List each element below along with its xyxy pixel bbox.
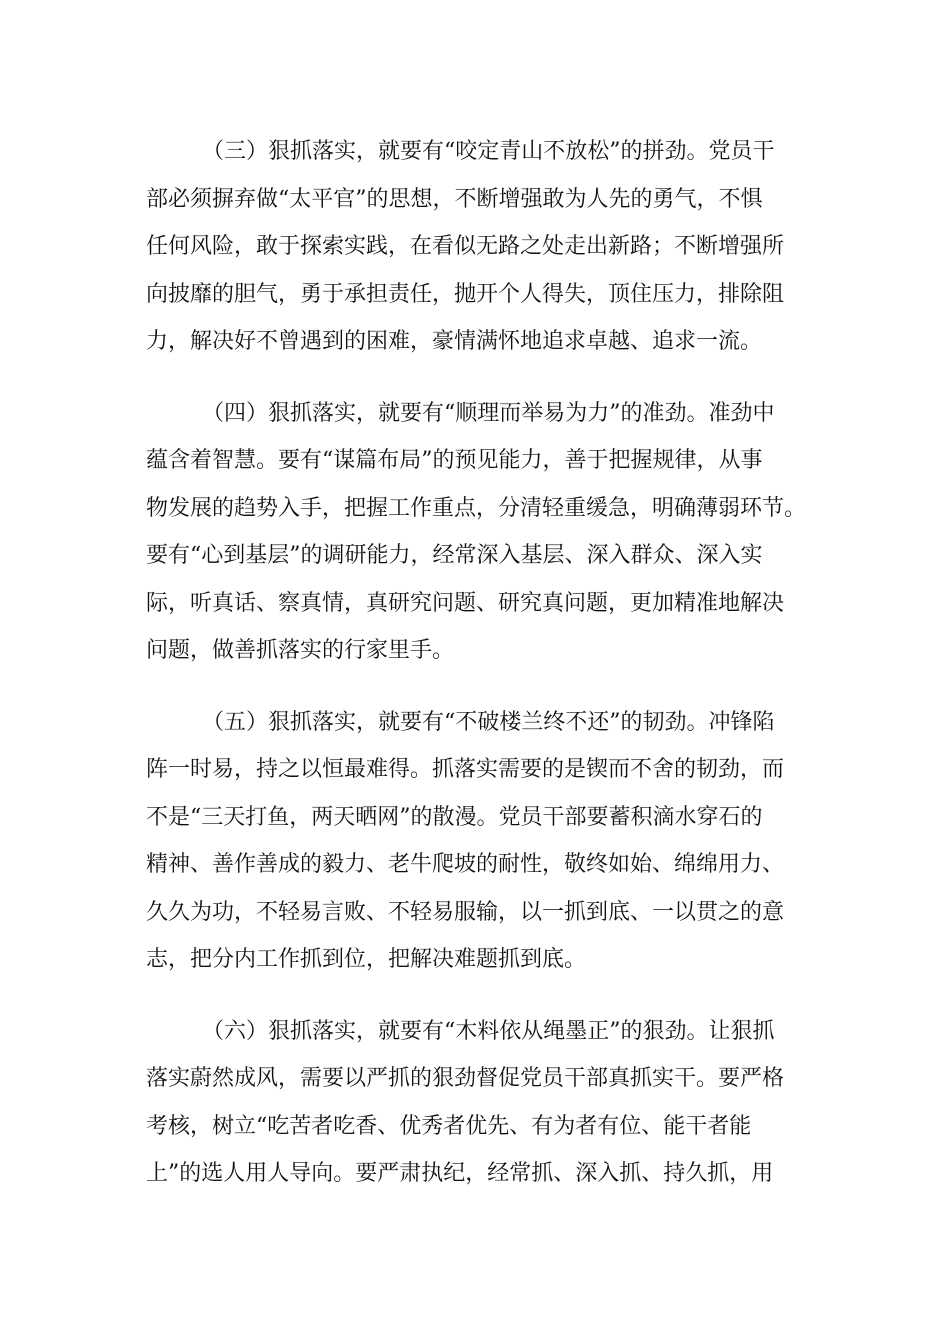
paragraph-line: 际，听真话、察真情，真研究问题、研究真问题，更加精准地解决 xyxy=(146,590,785,616)
paragraph-line: 阵一时易，持之以恒最难得。抓落实需要的是锲而不舍的韧劲，而 xyxy=(146,757,785,782)
paragraph-line: 蕴含着智慧。要有“谋篇布局”的预见能力，善于把握规律，从事 xyxy=(146,448,763,473)
paragraph-line: （四）狠抓落实，就要有“顺理而举易为力”的准劲。准劲中 xyxy=(202,400,775,426)
document-body xyxy=(146,128,814,1198)
paragraph-line: 问题，做善抓落实的行家里手。 xyxy=(146,638,455,663)
paragraph-line: 上”的选人用人导向。要严肃执纪，经常抓、深入抓、持久抓，用 xyxy=(146,1161,774,1186)
paragraph-spacer xyxy=(146,366,814,390)
paragraph-line: 志，把分内工作抓到位，把解决难题抓到底。 xyxy=(146,947,587,972)
paragraph-3 xyxy=(146,128,814,366)
paragraph-line: 任何风险，敢于探索实践，在看似无路之处走出新路；不断增强所 xyxy=(146,234,785,259)
paragraph-line: （三）狠抓落实，就要有“咬定青山不放松”的拼劲。党员干 xyxy=(202,139,775,164)
paragraph-4 xyxy=(146,390,814,675)
paragraph-line: 考核，树立“吃苦者吃香、优秀者优先、有为者有位、能干者能 xyxy=(146,1113,752,1139)
paragraph-line: 落实蔚然成风，需要以严抓的狠劲督促党员干部真抓实干。要严格 xyxy=(146,1066,785,1091)
paragraph-6 xyxy=(146,1008,814,1198)
paragraph-line: 部必须摒弃做“太平官”的思想，不断增强敢为人先的勇气，不惧 xyxy=(146,186,763,212)
paragraph-line: 精神、善作善成的毅力、老牛爬坡的耐性，敬终如始、绵绵用力、 xyxy=(146,852,785,877)
paragraph-line: 久久为功，不轻易言败、不轻易服输，以一抓到底、一以贯之的意 xyxy=(146,899,785,925)
paragraph-line: 力，解决好不曾遇到的困难，豪情满怀地追求卓越、追求一流。 xyxy=(146,329,763,354)
paragraph-5 xyxy=(146,699,814,984)
paragraph-spacer xyxy=(146,984,814,1008)
paragraph-line: （六）狠抓落实，就要有“木料依从绳墨正”的狠劲。让狠抓 xyxy=(202,1018,775,1044)
paragraph-line: 向披靡的胆气，勇于承担责任，抛开个人得失，顶住压力，排除阻 xyxy=(146,281,785,307)
paragraph-spacer xyxy=(146,675,814,699)
paragraph-line: 不是“三天打鱼，两天晒网”的散漫。党员干部要蓄积滴水穿石的 xyxy=(146,804,763,830)
paragraph-line: 物发展的趋势入手，把握工作重点，分清轻重缓急，明确薄弱环节。 xyxy=(146,495,807,521)
paragraph-line: 要有“心到基层”的调研能力，经常深入基层、深入群众、深入实 xyxy=(146,543,763,568)
paragraph-line: （五）狠抓落实，就要有“不破楼兰终不还”的韧劲。冲锋陷 xyxy=(202,709,775,735)
